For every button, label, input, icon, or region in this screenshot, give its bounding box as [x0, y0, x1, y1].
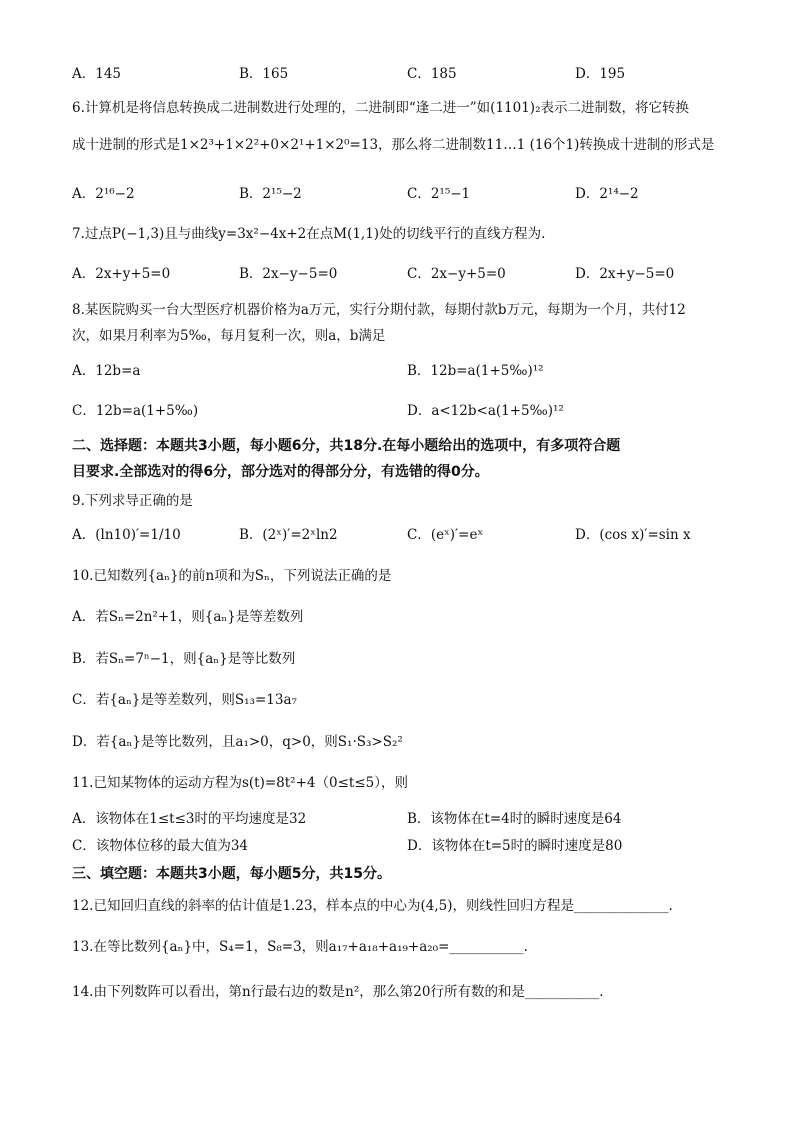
- q11-option-d: D．该物体在t=5时的瞬时速度是80: [407, 838, 623, 854]
- q9-option-a: A．(ln10)′=1/10: [72, 527, 181, 543]
- q6-option-d: D．2¹⁴−2: [575, 186, 639, 202]
- q10-option-c: C．若{aₙ}是等差数列，则S₁₃=13a₇: [72, 692, 297, 708]
- q8-options-row2: [72, 400, 732, 422]
- section2-heading-line1: 二、选择题：本题共3小题，每小题6分，共18分.在每小题给出的选项中，有多项符合题: [72, 438, 621, 454]
- q6-options: [72, 183, 732, 205]
- q9-option-c: C．(eˣ)′=eˣ: [407, 527, 484, 543]
- q6-stem-line2: 成十进制的形式是1×2³+1×2²+0×2¹+1×2⁰=13，那么将二进制数11…1 (16个1)转换成十进制的形式是: [72, 137, 715, 153]
- q9-stem: 9.下列求导正确的是: [72, 493, 193, 509]
- q9-options: [72, 524, 732, 546]
- q10-option-a: A．若Sₙ=2n²+1，则{aₙ}是等差数列: [72, 609, 304, 625]
- q6-option-b: B．2¹⁵−2: [239, 186, 302, 202]
- q5-option-c: C．185: [407, 66, 457, 82]
- q8-option-c: C．12b=a(1+5‰): [72, 403, 199, 419]
- q7-option-a: A．2x+y+5=0: [72, 266, 171, 282]
- q5-option-a: A．145: [72, 66, 122, 82]
- section3-heading: 三、填空题：本题共3小题，每小题5分，共15分。: [72, 866, 391, 882]
- q8-option-a: A．12b=a: [72, 363, 141, 379]
- q11-options-row2: [72, 835, 732, 857]
- q9-option-d: D．(cos x)′=sin x: [575, 527, 691, 543]
- q11-stem: 11.已知某物体的运动方程为s(t)=8t²+4（0≤t≤5），则: [72, 775, 408, 791]
- q7-options: [72, 263, 732, 285]
- q5-option-b: B．165: [239, 66, 289, 82]
- q11-options-row1: [72, 808, 732, 830]
- q14-stem: 14.由下列数阵可以看出，第n行最右边的数是n²，那么第20行所有数的和是___________.: [72, 984, 604, 1000]
- q5-option-d: D．195: [575, 66, 626, 82]
- q8-options-row1: [72, 360, 732, 382]
- q11-option-c: C．该物体位移的最大值为34: [72, 838, 249, 854]
- q7-option-c: C．2x−y+5=0: [407, 266, 506, 282]
- q7-stem: 7.过点P(−1,3)且与曲线y=3x²−4x+2在点M(1,1)处的切线平行的直线方程为.: [72, 226, 546, 242]
- q8-option-b: B．12b=a(1+5‰)¹²: [407, 363, 544, 379]
- q13-stem: 13.在等比数列{aₙ}中，S₄=1，S₈=3，则a₁₇+a₁₈+a₁₉+a₂₀=___________.: [72, 939, 528, 955]
- q10-option-b: B．若Sₙ=7ⁿ−1，则{aₙ}是等比数列: [72, 651, 296, 667]
- q11-option-a: A．该物体在1≤t≤3时的平均速度是32: [72, 811, 307, 827]
- q6-stem-line1: 6.计算机是将信息转换成二进制数进行处理的，二进制即“逢二进一”如(1101)₂表示二进制数，将它转换: [72, 100, 689, 116]
- q12-stem: 12.已知回归直线的斜率的估计值是1.23，样本点的中心为(4,5)，则线性回归方程是______________.: [72, 898, 673, 914]
- q7-option-d: D．2x+y−5=0: [575, 266, 675, 282]
- q8-stem-line1: 8.某医院购买一台大型医疗机器价格为a万元，实行分期付款，每期付款b万元，每期为一个月，共付12: [72, 302, 686, 318]
- q5-options: [72, 63, 732, 85]
- q8-option-d: D．a<12b<a(1+5‰)¹²: [407, 403, 564, 419]
- q10-option-d: D．若{aₙ}是等比数列，且a₁>0，q>0，则S₁·S₃>S₂²: [72, 734, 403, 750]
- q6-option-c: C．2¹⁵−1: [407, 186, 471, 202]
- q10-stem: 10.已知数列{aₙ}的前n项和为Sₙ，下列说法正确的是: [72, 568, 392, 584]
- q6-option-a: A．2¹⁶−2: [72, 186, 135, 202]
- q8-stem-line2: 次，如果月利率为5‰，每月复利一次，则a，b满足: [72, 328, 386, 344]
- section2-heading-line2: 目要求.全部选对的得6分，部分选对的得部分分，有选错的得0分。: [72, 464, 489, 480]
- q9-option-b: B．(2ˣ)′=2ˣln2: [239, 527, 338, 543]
- q11-option-b: B．该物体在t=4时的瞬时速度是64: [407, 811, 622, 827]
- q7-option-b: B．2x−y−5=0: [239, 266, 338, 282]
